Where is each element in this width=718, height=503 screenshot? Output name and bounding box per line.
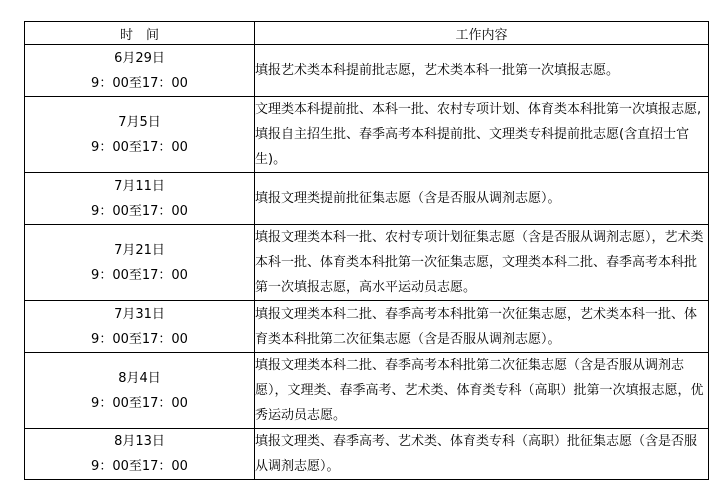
hours-text: 9：00至17：00 bbox=[91, 267, 188, 283]
hours-text: 9：00至17：00 bbox=[91, 331, 188, 347]
schedule-table bbox=[24, 21, 709, 480]
time-cell bbox=[25, 225, 255, 301]
time-cell bbox=[25, 173, 255, 225]
time-cell bbox=[25, 353, 255, 429]
table-row bbox=[25, 429, 709, 480]
content-cell: 填报文理类、春季高考、艺术类、体育类专科（高职）批征集志愿（含是否服从调剂志愿）。 bbox=[255, 429, 709, 480]
header-time: 时 间 bbox=[25, 22, 255, 45]
content-cell: 文理类本科提前批、本科一批、农村专项计划、体育类本科批第一次填报志愿,填报自主招生批、春季高考本科提前批、文理类专科提前批志愿(含直招士官生)。 bbox=[255, 97, 709, 173]
header-content: 工作内容 bbox=[255, 22, 709, 45]
time-cell bbox=[25, 429, 255, 480]
hours-text: 9：00至17：00 bbox=[91, 75, 188, 91]
hours-text: 9：00至17：00 bbox=[91, 459, 188, 474]
date-text: 8月13日 bbox=[114, 434, 165, 449]
date-text: 7月11日 bbox=[114, 178, 165, 194]
time-cell bbox=[25, 301, 255, 353]
hours-text: 9：00至17：00 bbox=[91, 395, 188, 411]
table-row bbox=[25, 225, 709, 301]
date-text: 7月31日 bbox=[114, 306, 165, 322]
content-cell: 填报文理类本科二批、春季高考本科批第二次征集志愿（含是否服从调剂志愿），文理类、春季高考、艺术类、体育类专科（高职）批第一次填报志愿，优秀运动员志愿。 bbox=[255, 353, 709, 429]
table-header-row bbox=[25, 22, 709, 45]
date-text: 6月29日 bbox=[114, 50, 165, 66]
content-cell: 填报文理类提前批征集志愿（含是否服从调剂志愿）。 bbox=[255, 173, 709, 225]
time-cell bbox=[25, 97, 255, 173]
content-cell: 填报文理类本科二批、春季高考本科批第一次征集志愿，艺术类本科一批、体育类本科批第二次征集志愿（含是否服从调剂志愿）。 bbox=[255, 301, 709, 353]
table-row bbox=[25, 97, 709, 173]
date-text: 7月21日 bbox=[114, 242, 165, 258]
hours-text: 9：00至17：00 bbox=[91, 139, 188, 155]
date-text: 7月5日 bbox=[118, 114, 161, 130]
date-text: 8月4日 bbox=[118, 370, 161, 386]
time-cell bbox=[25, 45, 255, 97]
content-cell: 填报艺术类本科提前批志愿，艺术类本科一批第一次填报志愿。 bbox=[255, 45, 709, 97]
table-row bbox=[25, 45, 709, 97]
content-cell: 填报文理类本科一批、农村专项计划征集志愿（含是否服从调剂志愿），艺术类本科一批、体育类本科批第一次征集志愿，文理类本科二批、春季高考本科批第一次填报志愿，高水平运动员志愿。 bbox=[255, 225, 709, 301]
table-row bbox=[25, 301, 709, 353]
table-row bbox=[25, 353, 709, 429]
table-row bbox=[25, 173, 709, 225]
hours-text: 9：00至17：00 bbox=[91, 203, 188, 219]
